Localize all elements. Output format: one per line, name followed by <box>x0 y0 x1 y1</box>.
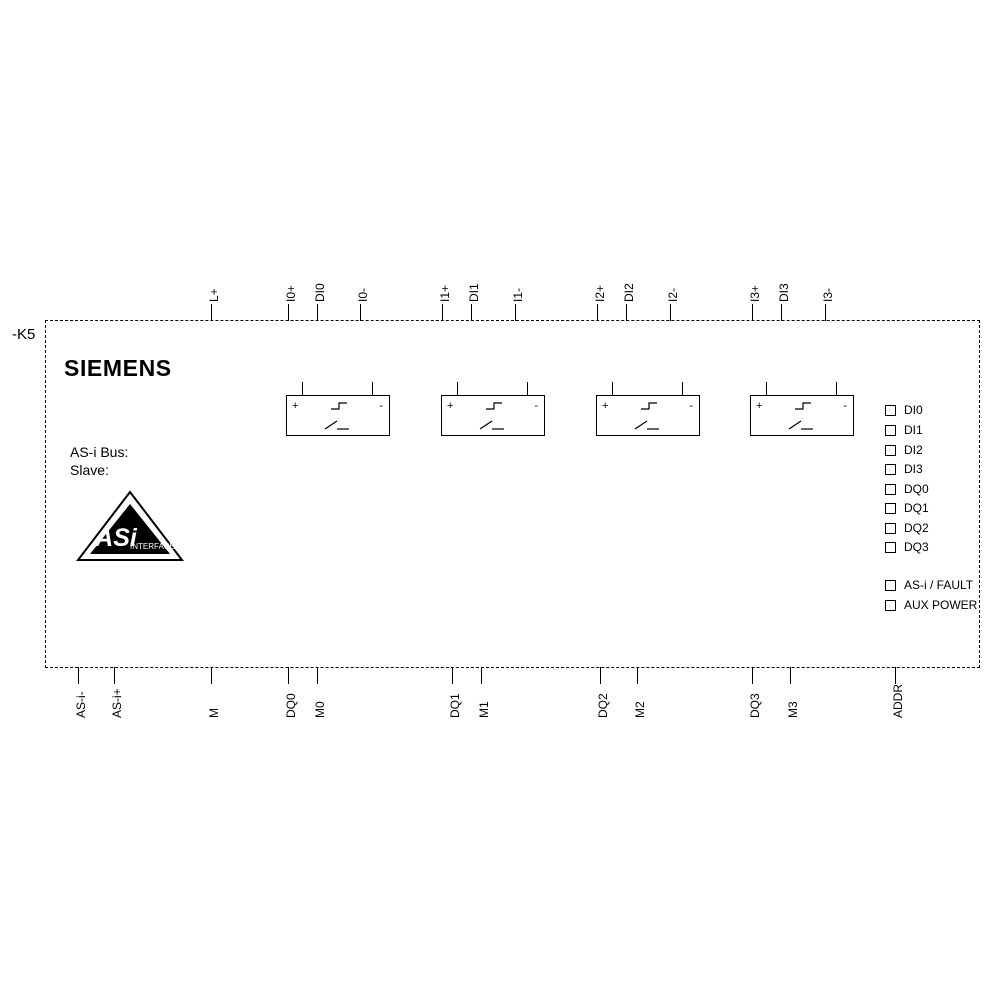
bus-label: AS-i Bus: <box>70 444 129 460</box>
top-terminal-label: I1- <box>511 287 525 302</box>
top-terminal-label: I3- <box>821 287 835 302</box>
bus-info <box>70 443 128 479</box>
terminal-tick <box>211 667 212 684</box>
sensor-symbol <box>441 395 545 436</box>
terminal-tick <box>471 304 472 321</box>
terminal-tick <box>515 304 516 321</box>
sensor-lead <box>527 382 528 395</box>
led-icon <box>885 580 896 591</box>
top-terminal-label: I1+ <box>438 284 452 302</box>
led-indicator-row <box>885 577 973 593</box>
led-icon <box>885 445 896 456</box>
led-indicator-row <box>885 461 923 477</box>
sensor-lead <box>766 382 767 395</box>
bottom-terminal-label: M2 <box>633 701 647 718</box>
brand-label: SIEMENS <box>64 355 172 381</box>
led-label: AUX POWER <box>904 598 978 612</box>
led-label: DI0 <box>904 403 923 417</box>
terminal-tick <box>752 304 753 321</box>
terminal-tick <box>114 667 115 684</box>
top-terminal-label: DI1 <box>467 283 481 302</box>
sensor-internal-symbol <box>597 396 701 437</box>
sensor-plus-label: + <box>602 400 609 412</box>
led-label: AS-i / FAULT <box>904 578 974 592</box>
sensor-minus-label: - <box>689 400 693 412</box>
top-terminal-label: I0- <box>356 287 370 302</box>
sensor-minus-label: - <box>843 400 847 412</box>
led-label: DQ0 <box>904 482 929 496</box>
terminal-tick <box>597 304 598 321</box>
bottom-terminal-label: DQ2 <box>596 693 610 718</box>
bottom-terminal-label: M1 <box>477 701 491 718</box>
led-icon <box>885 503 896 514</box>
sensor-internal-symbol <box>287 396 391 437</box>
terminal-tick <box>790 667 791 684</box>
top-terminal-label: L+ <box>207 288 221 302</box>
bottom-terminal-label: ADDR <box>891 683 905 718</box>
terminal-tick <box>317 667 318 684</box>
bottom-terminal-label: M3 <box>786 701 800 718</box>
terminal-tick <box>752 667 753 684</box>
sensor-symbol <box>596 395 700 436</box>
terminal-tick <box>670 304 671 321</box>
sensor-internal-symbol <box>751 396 855 437</box>
terminal-tick <box>452 667 453 684</box>
top-terminal-label: DI3 <box>777 283 791 302</box>
top-terminal-label: I0+ <box>284 284 298 302</box>
slave-label: Slave: <box>70 462 109 478</box>
asi-interface-logo <box>76 490 184 562</box>
sensor-plus-label: + <box>756 400 763 412</box>
terminal-tick <box>781 304 782 321</box>
terminal-tick <box>481 667 482 684</box>
sensor-lead <box>372 382 373 395</box>
terminal-tick <box>637 667 638 684</box>
led-indicator-row <box>885 481 929 497</box>
led-label: DQ2 <box>904 521 929 535</box>
top-terminal-label: DI2 <box>622 283 636 302</box>
led-icon <box>885 405 896 416</box>
led-indicator-row <box>885 539 929 555</box>
led-icon <box>885 542 896 553</box>
sensor-lead <box>612 382 613 395</box>
terminal-tick <box>825 304 826 321</box>
sensor-minus-label: - <box>534 400 538 412</box>
led-label: DQ1 <box>904 501 929 515</box>
terminal-tick <box>288 667 289 684</box>
svg-text:ASi: ASi <box>95 524 137 552</box>
terminal-tick <box>895 667 896 684</box>
led-label: DI3 <box>904 462 923 476</box>
device-outline <box>45 320 980 668</box>
bottom-terminal-label: DQ1 <box>448 693 462 718</box>
led-indicator-row <box>885 402 923 418</box>
sensor-lead <box>682 382 683 395</box>
sensor-lead <box>836 382 837 395</box>
led-indicator-row <box>885 597 977 613</box>
device-designation: -K5 <box>12 326 36 343</box>
bottom-terminal-label: DQ0 <box>284 693 298 718</box>
led-label: DI1 <box>904 423 923 437</box>
led-icon <box>885 600 896 611</box>
led-icon <box>885 523 896 534</box>
led-indicator-row <box>885 500 929 516</box>
sensor-internal-symbol <box>442 396 546 437</box>
led-icon <box>885 484 896 495</box>
led-indicator-row <box>885 442 923 458</box>
terminal-tick <box>317 304 318 321</box>
led-indicator-row <box>885 422 923 438</box>
bottom-terminal-label: M <box>207 708 221 718</box>
sensor-plus-label: + <box>447 400 454 412</box>
terminal-tick <box>288 304 289 321</box>
led-icon <box>885 425 896 436</box>
terminal-tick <box>626 304 627 321</box>
sensor-plus-label: + <box>292 400 299 412</box>
led-indicator-row <box>885 520 929 536</box>
top-terminal-label: I2+ <box>593 284 607 302</box>
sensor-symbol <box>286 395 390 436</box>
bottom-terminal-label: DQ3 <box>748 693 762 718</box>
led-label: DI2 <box>904 443 923 457</box>
terminal-tick <box>600 667 601 684</box>
bottom-terminal-label: AS-i+ <box>110 688 124 718</box>
sensor-lead <box>302 382 303 395</box>
bottom-terminal-label: AS-i- <box>74 691 88 718</box>
terminal-tick <box>211 304 212 321</box>
terminal-tick <box>78 667 79 684</box>
terminal-tick <box>442 304 443 321</box>
top-terminal-label: I2- <box>666 287 680 302</box>
top-terminal-label: DI0 <box>313 283 327 302</box>
svg-text:INTERFACE: INTERFACE <box>130 542 175 551</box>
led-label: DQ3 <box>904 540 929 554</box>
bottom-terminal-label: M0 <box>313 701 327 718</box>
sensor-minus-label: - <box>379 400 383 412</box>
sensor-symbol <box>750 395 854 436</box>
terminal-tick <box>360 304 361 321</box>
top-terminal-label: I3+ <box>748 284 762 302</box>
led-icon <box>885 464 896 475</box>
sensor-lead <box>457 382 458 395</box>
